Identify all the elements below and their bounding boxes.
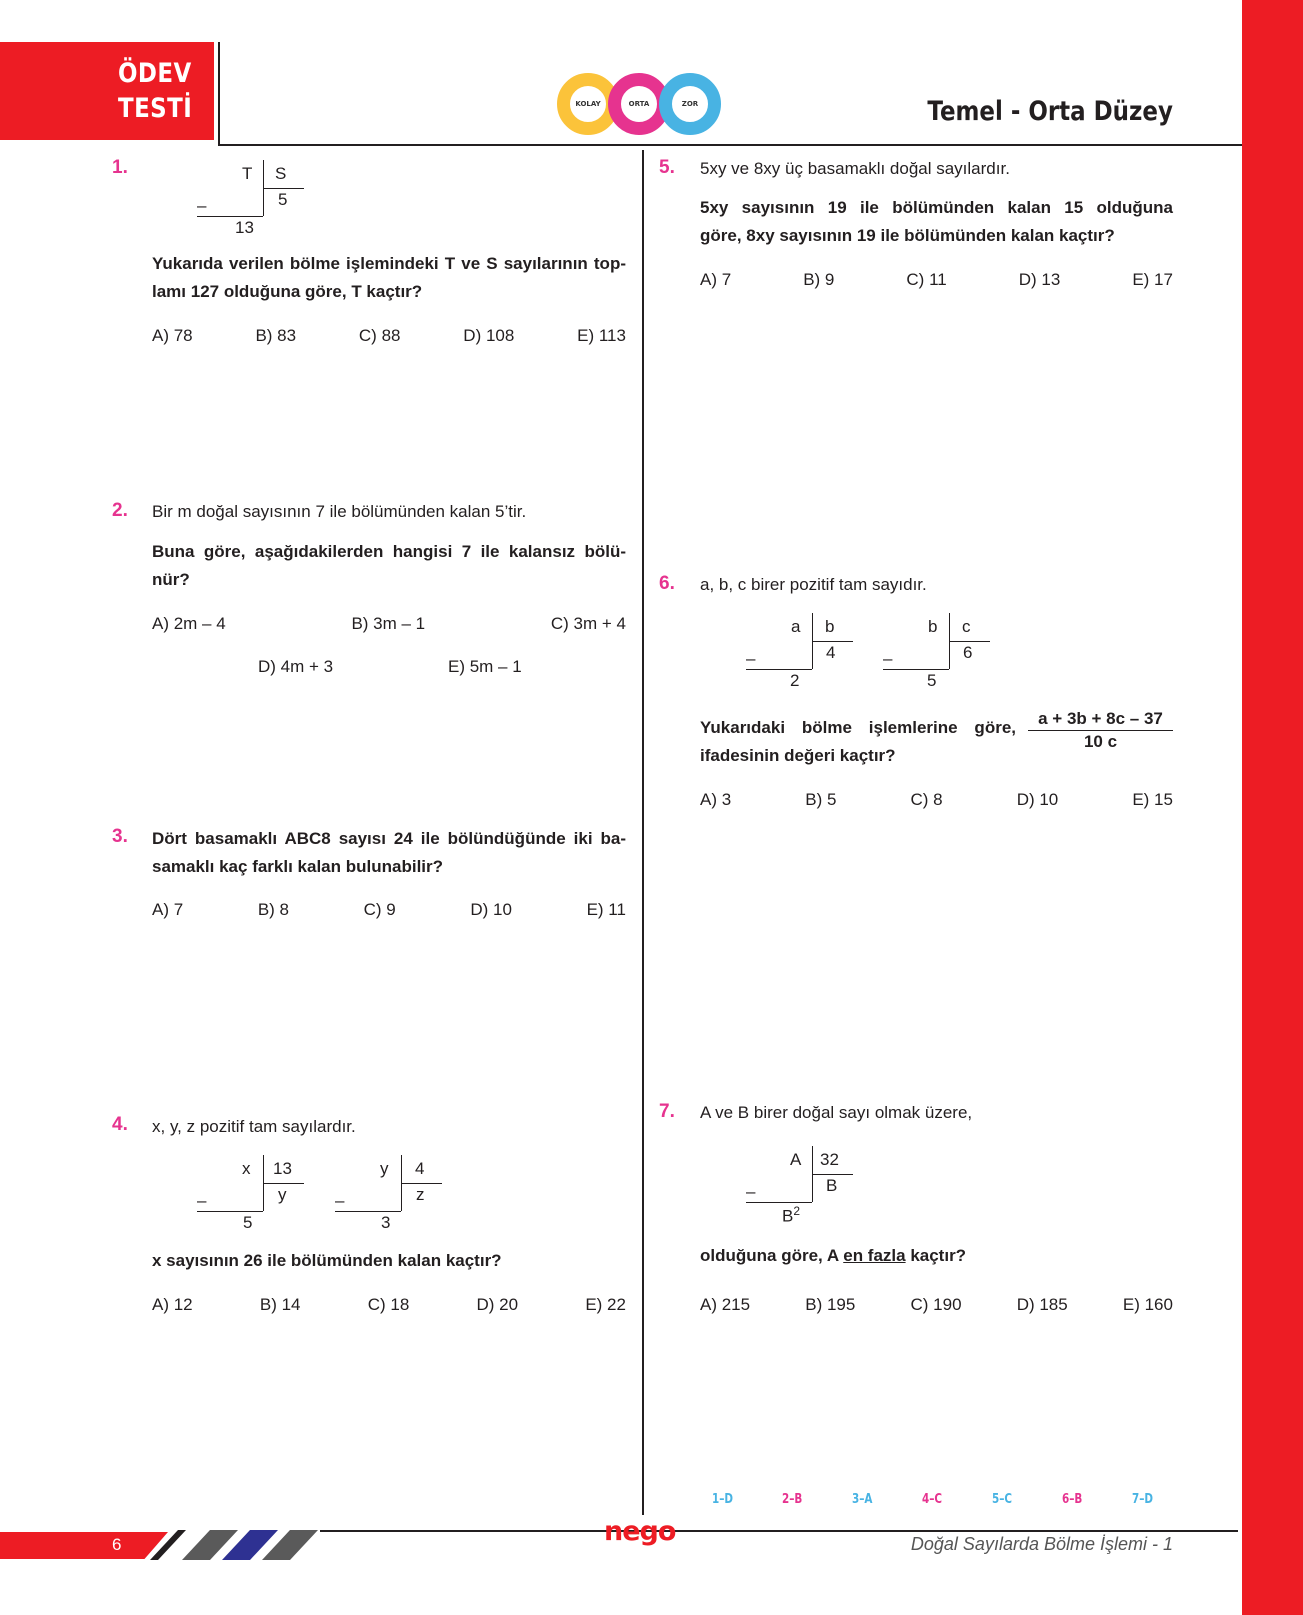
q6-div1-quotient: 4	[826, 643, 836, 662]
q5-option-b[interactable]: B) 9	[803, 270, 835, 289]
q7-remainder-exp: 2	[793, 1204, 801, 1218]
answer-key-4: 4–C	[922, 1492, 943, 1507]
q5-line-2: göre, 8xy sayısının 19 ile bölümünden kalan kaçtır?	[700, 226, 1115, 245]
q6-div1-dividend: a	[791, 617, 801, 636]
q4-number: 4.	[112, 1114, 128, 1135]
q6-div2-dividend: b	[928, 617, 938, 636]
q1-number: 1.	[112, 157, 128, 178]
q6-fraction-numerator: a + 3b + 8c – 37	[1028, 709, 1173, 731]
q3-line-1: Dört basamaklı ABC8 sayısı 24 ile bölündüğünde iki ba-	[152, 829, 626, 848]
q2-option-d[interactable]: D) 4m + 3	[258, 657, 334, 676]
q6-fraction-denominator: 10 c	[1083, 732, 1118, 751]
q1-dividend: T	[242, 164, 253, 183]
q4-option-c[interactable]: C) 18	[367, 1295, 410, 1314]
q1-option-d[interactable]: D) 108	[463, 326, 515, 345]
q4-option-e[interactable]: E) 22	[585, 1295, 626, 1314]
badge-divider	[218, 42, 220, 146]
right-band-strip	[1237, 0, 1240, 1615]
q7-dividend: A	[790, 1150, 802, 1169]
q7-number: 7.	[659, 1101, 675, 1122]
q6-div2-remainder-line	[883, 669, 949, 670]
q4-division-2	[333, 1155, 453, 1235]
q7-intro: A ve B birer doğal sayı olmak üzere,	[700, 1103, 973, 1122]
answer-key-2: 2–B	[782, 1492, 803, 1507]
q6-option-b[interactable]: B) 5	[805, 790, 837, 809]
q6-division-2	[881, 613, 1001, 693]
q6-option-d[interactable]: D) 10	[1016, 790, 1059, 809]
q4-div1-quotient: y	[278, 1185, 287, 1204]
q4-intro: x, y, z pozitif tam sayılardır.	[152, 1117, 356, 1136]
q7-option-b[interactable]: B) 195	[805, 1295, 856, 1314]
brand-logo: nego	[604, 1516, 676, 1547]
q6-option-c[interactable]: C) 8	[910, 790, 943, 809]
q7-divisor: 32	[820, 1150, 839, 1169]
q4-div2-dividend: y	[380, 1159, 389, 1178]
q3-option-d[interactable]: D) 10	[470, 900, 512, 919]
q2-option-b[interactable]: B) 3m – 1	[351, 614, 426, 633]
q2-option-c[interactable]: C) 3m + 4	[550, 614, 626, 633]
q5-number: 5.	[659, 157, 675, 178]
badge-line-2: TESTİ	[118, 93, 193, 124]
q4-div1-dividend: x	[242, 1159, 251, 1178]
q4-option-a[interactable]: A) 12	[152, 1295, 193, 1314]
answer-key-3: 3–A	[852, 1492, 873, 1507]
q4-div2-minus: –	[335, 1191, 345, 1210]
q6-line-1: Yukarıdaki bölme işlemlerine göre,	[700, 718, 1016, 737]
q3-option-e[interactable]: E) 11	[586, 900, 626, 919]
q6-div1-minus: –	[746, 649, 756, 668]
q4-option-b[interactable]: B) 14	[259, 1295, 301, 1314]
q7-option-a[interactable]: A) 215	[700, 1295, 751, 1314]
q1-option-b[interactable]: B) 83	[255, 326, 297, 345]
footer-rule	[320, 1530, 1238, 1532]
q3-option-a[interactable]: A) 7	[152, 900, 184, 919]
q4-div2-remainder-line	[335, 1211, 401, 1212]
q6-intro: a, b, c birer pozitif tam sayıdır.	[700, 575, 927, 594]
header-rule	[218, 144, 1242, 146]
q3-option-b[interactable]: B) 8	[257, 900, 289, 919]
badge-text	[118, 56, 192, 126]
q7-remainder-line	[746, 1202, 812, 1203]
q2-line-2: nür?	[152, 570, 190, 589]
difficulty-indicator	[557, 73, 727, 135]
q3-options	[152, 900, 626, 920]
q2-options-row-1	[152, 614, 626, 634]
difficulty-orta-label: ORTA	[628, 100, 650, 108]
answer-key-5: 5–C	[992, 1492, 1013, 1507]
stripe-1	[150, 1530, 186, 1560]
q1-options	[152, 326, 626, 346]
q1-line-1: Yukarıda verilen bölme işlemindeki T ve S sayılarının top-	[152, 254, 626, 273]
q4-div2-divisor: 4	[415, 1159, 425, 1178]
q2-number: 2.	[112, 500, 128, 521]
q6-number: 6.	[659, 573, 675, 594]
answer-key-7: 7–D	[1132, 1492, 1154, 1507]
level-title: Temel - Orta Düzey	[927, 96, 1173, 127]
q7-minus: –	[746, 1182, 756, 1201]
q7-remainder	[782, 1204, 800, 1227]
q4-division-1	[195, 1155, 315, 1235]
q2-intro: Bir m doğal sayısının 7 ile bölümünden kalan 5’tir.	[152, 502, 527, 521]
badge-line-1: ÖDEV	[118, 58, 192, 89]
footer-red-tab	[0, 1532, 168, 1559]
q4-div2-quotient: z	[416, 1185, 425, 1204]
q6-div1-divisor: b	[825, 617, 835, 636]
q1-line-2: lamı 127 olduğuna göre, T kaçtır?	[152, 282, 423, 301]
q4-div1-minus: –	[197, 1191, 207, 1210]
q6-option-e[interactable]: E) 15	[1132, 790, 1173, 809]
q5-options	[700, 270, 1173, 290]
q7-division	[744, 1146, 864, 1226]
q5-option-e[interactable]: E) 17	[1132, 270, 1173, 289]
q7-question	[700, 1242, 966, 1270]
q1-quotient: 5	[278, 190, 288, 209]
footer-title: Doğal Sayılarda Bölme İşlemi - 1	[910, 1534, 1173, 1554]
q7-question-pre: olduğuna göre, A	[700, 1246, 844, 1265]
q7-option-d[interactable]: D) 185	[1016, 1295, 1068, 1314]
q6-div2-remainder: 5	[927, 671, 937, 690]
q4-div2-remainder: 3	[381, 1213, 391, 1232]
q7-question-emphasis: en fazla	[843, 1246, 906, 1265]
q4-div1-remainder-line	[197, 1211, 263, 1212]
q5-option-a[interactable]: A) 7	[700, 270, 732, 289]
q4-option-d[interactable]: D) 20	[476, 1295, 519, 1314]
q2-option-a[interactable]: A) 2m – 4	[152, 614, 226, 633]
q5-intro: 5xy ve 8xy üç basamaklı doğal sayılardır.	[700, 159, 1010, 178]
q4-div1-remainder: 5	[243, 1213, 253, 1232]
q6-division-1	[744, 613, 864, 693]
q7-remainder-base: B	[782, 1206, 794, 1226]
q7-options	[700, 1295, 1173, 1315]
answer-key-1: 1–D	[712, 1492, 734, 1507]
q3-option-c[interactable]: C) 9	[363, 900, 396, 919]
q6-option-a[interactable]: A) 3	[700, 790, 732, 809]
q5-option-c[interactable]: C) 11	[906, 270, 947, 289]
q3-number: 3.	[112, 826, 128, 847]
q6-div2-minus: –	[883, 649, 893, 668]
footer-stripes	[150, 1530, 325, 1562]
q1-option-c[interactable]: C) 88	[358, 326, 401, 345]
column-divider	[642, 150, 644, 1515]
q7-option-c[interactable]: C) 190	[910, 1295, 962, 1314]
difficulty-zor-label: ZOR	[681, 100, 699, 108]
q5-option-d[interactable]: D) 13	[1018, 270, 1061, 289]
q6-div1-remainder: 2	[790, 671, 800, 690]
q7-question-post: kaçtır?	[905, 1246, 967, 1265]
q6-div2-quotient: 6	[963, 643, 973, 662]
q5-line-1: 5xy sayısının 19 ile bölümünden kalan 15 olduğuna	[700, 198, 1173, 217]
q1-division	[195, 160, 315, 240]
q4-options	[152, 1295, 626, 1315]
q6-div1-remainder-line	[746, 669, 812, 670]
q3-line-2: samaklı kaç farklı kalan bulunabilir?	[152, 857, 444, 876]
difficulty-zor	[659, 73, 721, 135]
difficulty-kolay-label: KOLAY	[575, 100, 601, 108]
answer-key-6: 6–B	[1062, 1492, 1083, 1507]
q4-div1-divisor: 13	[273, 1159, 292, 1178]
q2-option-e[interactable]: E) 5m – 1	[448, 657, 522, 676]
q6-div2-divisor: c	[962, 617, 971, 636]
q7-option-e[interactable]: E) 160	[1122, 1295, 1173, 1314]
right-red-band	[1242, 0, 1303, 1615]
q1-option-e[interactable]: E) 113	[577, 326, 626, 345]
q1-option-a[interactable]: A) 78	[152, 326, 193, 345]
q6-options	[700, 790, 1173, 810]
q6-line-2: ifadesinin değeri kaçtır?	[700, 746, 896, 765]
q1-remainder: 13	[235, 218, 254, 237]
q1-divisor: S	[275, 164, 287, 183]
q1-minus: –	[197, 196, 207, 215]
q6-fraction	[1028, 709, 1173, 752]
q2-line-1: Buna göre, aşağıdakilerden hangisi 7 ile kalansız bölü-	[152, 542, 626, 561]
page-number: 6	[112, 1535, 122, 1554]
q7-quotient: B	[826, 1176, 838, 1195]
q4-question: x sayısının 26 ile bölümünden kalan kaçtır?	[152, 1251, 502, 1270]
